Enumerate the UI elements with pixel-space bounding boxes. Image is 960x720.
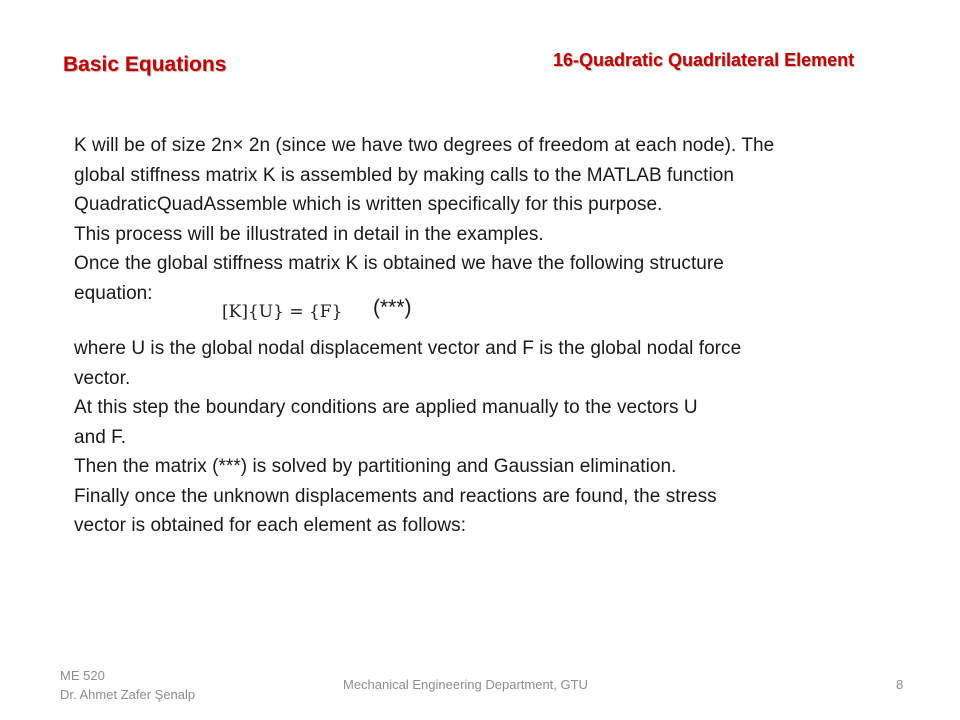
footer-course: ME 520: [60, 668, 105, 683]
page-number: 8: [896, 677, 904, 692]
footer-author: Dr. Ahmet Zafer Şenalp: [60, 687, 196, 702]
text-line: where U is the global nodal displacement vector and F is the global nodal force: [74, 338, 742, 359]
text-line: Finally once the unknown displacements and reactions are found, the stress: [74, 485, 717, 507]
body-paragraph-1: [74, 131, 864, 308]
text-line: global stiffness matrix K is assembled by making calls to the MATLAB function: [74, 164, 734, 186]
text-line: and F.: [74, 426, 127, 448]
footer-department: Mechanical Engineering Department, GTU: [343, 677, 588, 692]
text-line: This process will be illustrated in detail in the examples.: [74, 223, 544, 245]
text-line: K will be of size 2n× 2n (since we have two degrees of freedom at each node). The: [74, 135, 775, 156]
text-line: equation:: [74, 282, 153, 304]
text-line: vector is obtained for each element as follows:: [74, 515, 467, 536]
text-line: Then the matrix (***) is solved by partitioning and Gaussian elimination.: [74, 456, 677, 477]
section-heading: Basic Equations: [63, 53, 227, 76]
equation-label: (***): [373, 296, 412, 319]
text-line: Once the global stiffness matrix K is obtained we have the following structure: [74, 253, 724, 274]
slide-title: 16-Quadratic Quadrilateral Element: [553, 50, 855, 70]
equation-math: [K]{U} = {F}: [222, 302, 343, 322]
text-line: vector.: [74, 367, 131, 389]
structure-equation: [222, 296, 342, 328]
body-paragraph-2: [74, 334, 864, 541]
text-line: QuadraticQuadAssemble which is written specifically for this purpose.: [74, 194, 663, 215]
text-line: At this step the boundary conditions are applied manually to the vectors U: [74, 397, 698, 418]
